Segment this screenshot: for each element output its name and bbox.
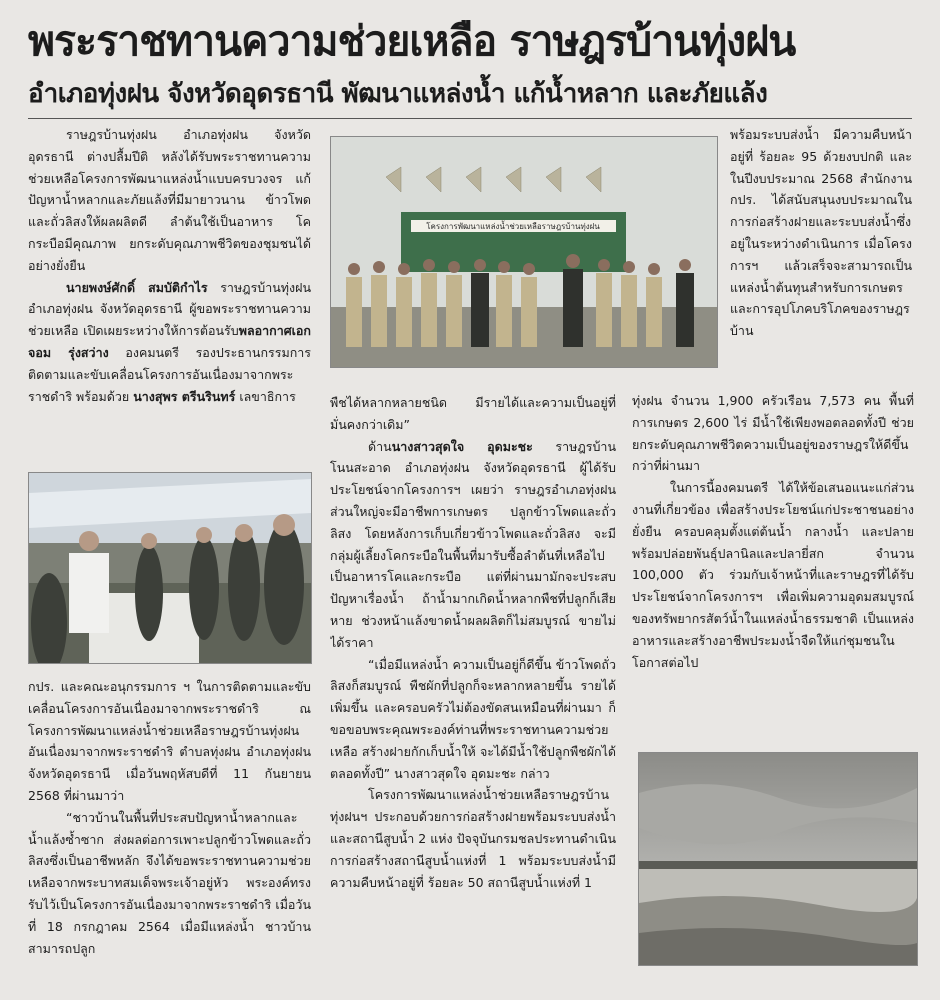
subheadline: อำเภอทุ่งฝน จังหวัดอุดรธานี พัฒนาแหล่งน้ำ แก้น้ำหลาก และภัยแล้ง — [28, 79, 768, 109]
paragraph-text: ราษฎรบ้านทุ่งฝน อำเภอทุ่งฝน จังหวัดอุดรธานี ผู้ขอพระราชทานความช่วยเหลือ เปิดเผยระหว่างให้การต้อนรับ — [28, 279, 311, 339]
paragraph — [28, 676, 311, 807]
paragraph-text: โครงการพัฒนาแหล่งน้ำช่วยเหลือราษฎรบ้านทุ่งฝนฯ ประกอบด้วยการก่อสร้างฝายพร้อมระบบส่งน้ำ และสถานีสูบน้ำ 2 แห่ง ปัจจุบันกรมชลประทานดำเนินการก่อสร้างสถานีสูบน้ำแห่งที่ 1 พร้อมระบบส่งน้ำมีความคืบหน้าอยู่ที่ ร้อยละ 50 สถานีสูบน้ำแห่งที่ 1 — [330, 787, 616, 890]
person-name: นางสาวสุดใจ อุดมะชะ — [391, 438, 533, 454]
paragraph — [330, 392, 616, 436]
person-name: พลอากาศเอก จอม รุ่งสว่าง — [28, 323, 311, 360]
divider — [28, 118, 912, 119]
paragraph — [28, 807, 311, 960]
photo-group-with-banner — [330, 136, 718, 368]
paragraph — [730, 124, 912, 342]
paragraph — [632, 477, 914, 673]
photo-reservoir — [638, 752, 918, 966]
photo-officials-meeting — [28, 472, 312, 664]
article-column-left-bottom — [28, 676, 311, 988]
paragraph-text: ทุ่งฝน จำนวน 1,900 ครัวเรือน 7,573 คน พื้นที่การเกษตร 2,600 ไร่ มีน้ำใช้เพียงพอตลอดทั้งปี ช่วยยกระดับคุณภาพชีวิตความเป็นอยู่ของราษฎรให้ดีขึ้นกว่าที่ผ่านมา — [632, 393, 914, 474]
paragraph — [330, 654, 616, 785]
paragraph-text: ราษฎรบ้านทุ่งฝน อำเภอทุ่งฝน จังหวัดอุดรธานี ต่างปลื้มปีติ หลังได้รับพระราชทานความช่วยเหลือโครงการพัฒนาแหล่งน้ำแบบครบวงจร แก้ปัญหาน้ำหลากและภัยแล้งที่มีมายาวนาน ข้าวโพดและถั่วลิสงให้ผลผลิตดี ลำต้นใช้เป็นอาหาร โค กระบือมีคุณภาพ ยกระดับคุณภาพชีวิตของชุมชนได้อย่างยั่งยืน — [28, 127, 311, 273]
paragraph-text: กปร. และคณะอนุกรรมการ ฯ ในการติดตามและขับเคลื่อนโครงการอันเนื่องมาจากพระราชดำริ ณ โครงการพัฒนาแหล่งน้ำช่วยเหลือราษฎรบ้านทุ่งฝนอันเนื่องมาจากพระราชดำริ ตำบลทุ่งฝน อำเภอทุ่งฝน จังหวัดอุดรธานี เมื่อวันพฤหัสบดีที่ 11 กันยายน 2568 ที่ผ่านมาว่า — [28, 679, 311, 803]
article-column-right-top — [730, 124, 912, 386]
banner-text: โครงการพัฒนาแหล่งน้ำช่วยเหลือราษฎรบ้านทุ่งฝน — [426, 222, 600, 231]
paragraph-text: ด้าน — [368, 438, 392, 454]
paragraph-text: องคมนตรี รองประธานกรรมการติดตามและขับเคลื่อนโครงการอันเนื่องมาจากพระราชดำริ พร้อมด้วย — [28, 344, 311, 404]
paragraph — [330, 436, 616, 654]
paragraph — [28, 277, 311, 408]
paragraph-text: “ชาวบ้านในพื้นที่ประสบปัญหาน้ำหลากและน้ำแล้งซ้ำซาก ส่งผลต่อการเพาะปลูกข้าวโพดและถั่วลิสงซึ่งเป็นอาชีพหลัก จึงได้ขอพระราชทานความช่วยเหลือจากพระบาทสมเด็จพระเจ้าอยู่หัว พระองค์ทรงรับไว้เป็นโครงการอันเนื่องมาจากพระราชดำริ เมื่อวันที่ 18 กรกฎาคม 2564 เมื่อมีแหล่งน้ำ ชาวบ้านสามารถปลูก — [28, 809, 311, 956]
paragraph — [632, 390, 914, 477]
person-name: นางสุพร ตรีนรินทร์ — [133, 388, 236, 404]
paragraph-text: พร้อมระบบส่งน้ำ มีความคืบหน้าอยู่ที่ ร้อยละ 95 ด้วยงบปกติ และในปีงบประมาณ 2568 สำนักงาน กปร. ได้สนับสนุนงบประมาณในการก่อสร้างฝายและระบบส่งน้ำซึ่งอยู่ในระหว่างดำเนินการ เมื่อโครงการฯ แล้วเสร็จจะสามารถเป็นแหล่งน้ำต้นทุนสำหรับการเกษตรและการอุปโภคบริโภคของราษฎรบ้าน — [730, 127, 912, 339]
person-name: นายพงษ์ศักดิ์ สมบัติกำไร — [66, 279, 208, 295]
paragraph-text: ในการนี้องคมนตรี ได้ให้ข้อเสนอแนะแก่ส่วนงานที่เกี่ยวข้อง เพื่อสร้างประโยชน์แก่ประชาชนอย่างยั่งยืน ครอบคลุมตั้งแต่ต้นน้ำ กลางน้ำ และปลาย พร้อมปล่อยพันธุ์ปลานิลและปลายี่สก จำนวน 100,000 ตัว ร่วมกับเจ้าหน้าที่และราษฎรที่ได้รับประโยชน์จากโครงการฯ เพื่อเพิ่มความอุดมสมบูรณ์ของทรัพยากรสัตว์น้ำในแหล่งน้ำธรรมชาติ เป็นแหล่งอาหารและสร้างอาชีพประมงน้ำจืดให้แก่ชุมชนในโอกาสต่อไป — [632, 480, 914, 670]
headline: พระราชทานความช่วยเหลือ ราษฎรบ้านทุ่งฝน — [28, 17, 796, 65]
article-column-left-top — [28, 124, 311, 462]
article-column-right — [632, 390, 914, 735]
paragraph — [330, 784, 616, 893]
article-column-center — [330, 392, 616, 990]
paragraph-text: ราษฎรบ้านโนนสะอาด อำเภอทุ่งฝน จังหวัดอุดรธานี ผู้ได้รับประโยชน์จากโครงการฯ เผยว่า ราษฎรอำเภอทุ่งฝนส่วนใหญ่จะมีอาชีพการเกษตร ปลูกข้าวโพดและถั่วลิสง โดยหลังการเก็บเกี่ยวข้าวโพดและถั่วลิสง จะมีกลุ่มผู้เลี้ยงโคกระบือในพื้นที่มารับซื้อลำต้นที่เหลือไปเป็นอาหารโคและกระบือ แต่ที่ผ่านมามักจะประสบปัญหาเรื่องน้ำ ถ้าน้ำมากเกิดน้ำหลากพืชที่ปลูกก็เสียหาย ช่วงหน้าแล้งขาดน้ำผลผลิตก็ไม่สมบูรณ์ ขายไม่ได้ราคา — [330, 438, 616, 650]
paragraph — [28, 124, 311, 277]
paragraph-text: พืชได้หลากหลายชนิด มีรายได้และความเป็นอยู่ที่มั่นคงกว่าเดิม” — [330, 395, 616, 432]
paragraph-text: เลขาธิการ — [235, 388, 296, 404]
paragraph-text: “เมื่อมีแหล่งน้ำ ความเป็นอยู่ก็ดีขึ้น ข้าวโพดถั่วลิสงก็สมบูรณ์ พืชผักที่ปลูกก็จะหลากหลายขึ้น รายได้เพิ่มขึ้น และครอบครัวไม่ต้องขัดสนเหมือนที่ผ่านมา ก็ขอขอบพระคุณพระองค์ท่านที่พระราชทานความช่วยเหลือ สร้างฝายกักเก็บน้ำให้ จะได้มีน้ำใช้ปลูกพืชผักได้ตลอดทั้งปี” นางสาวสุดใจ อุดมะชะ กล่าว — [330, 656, 616, 781]
